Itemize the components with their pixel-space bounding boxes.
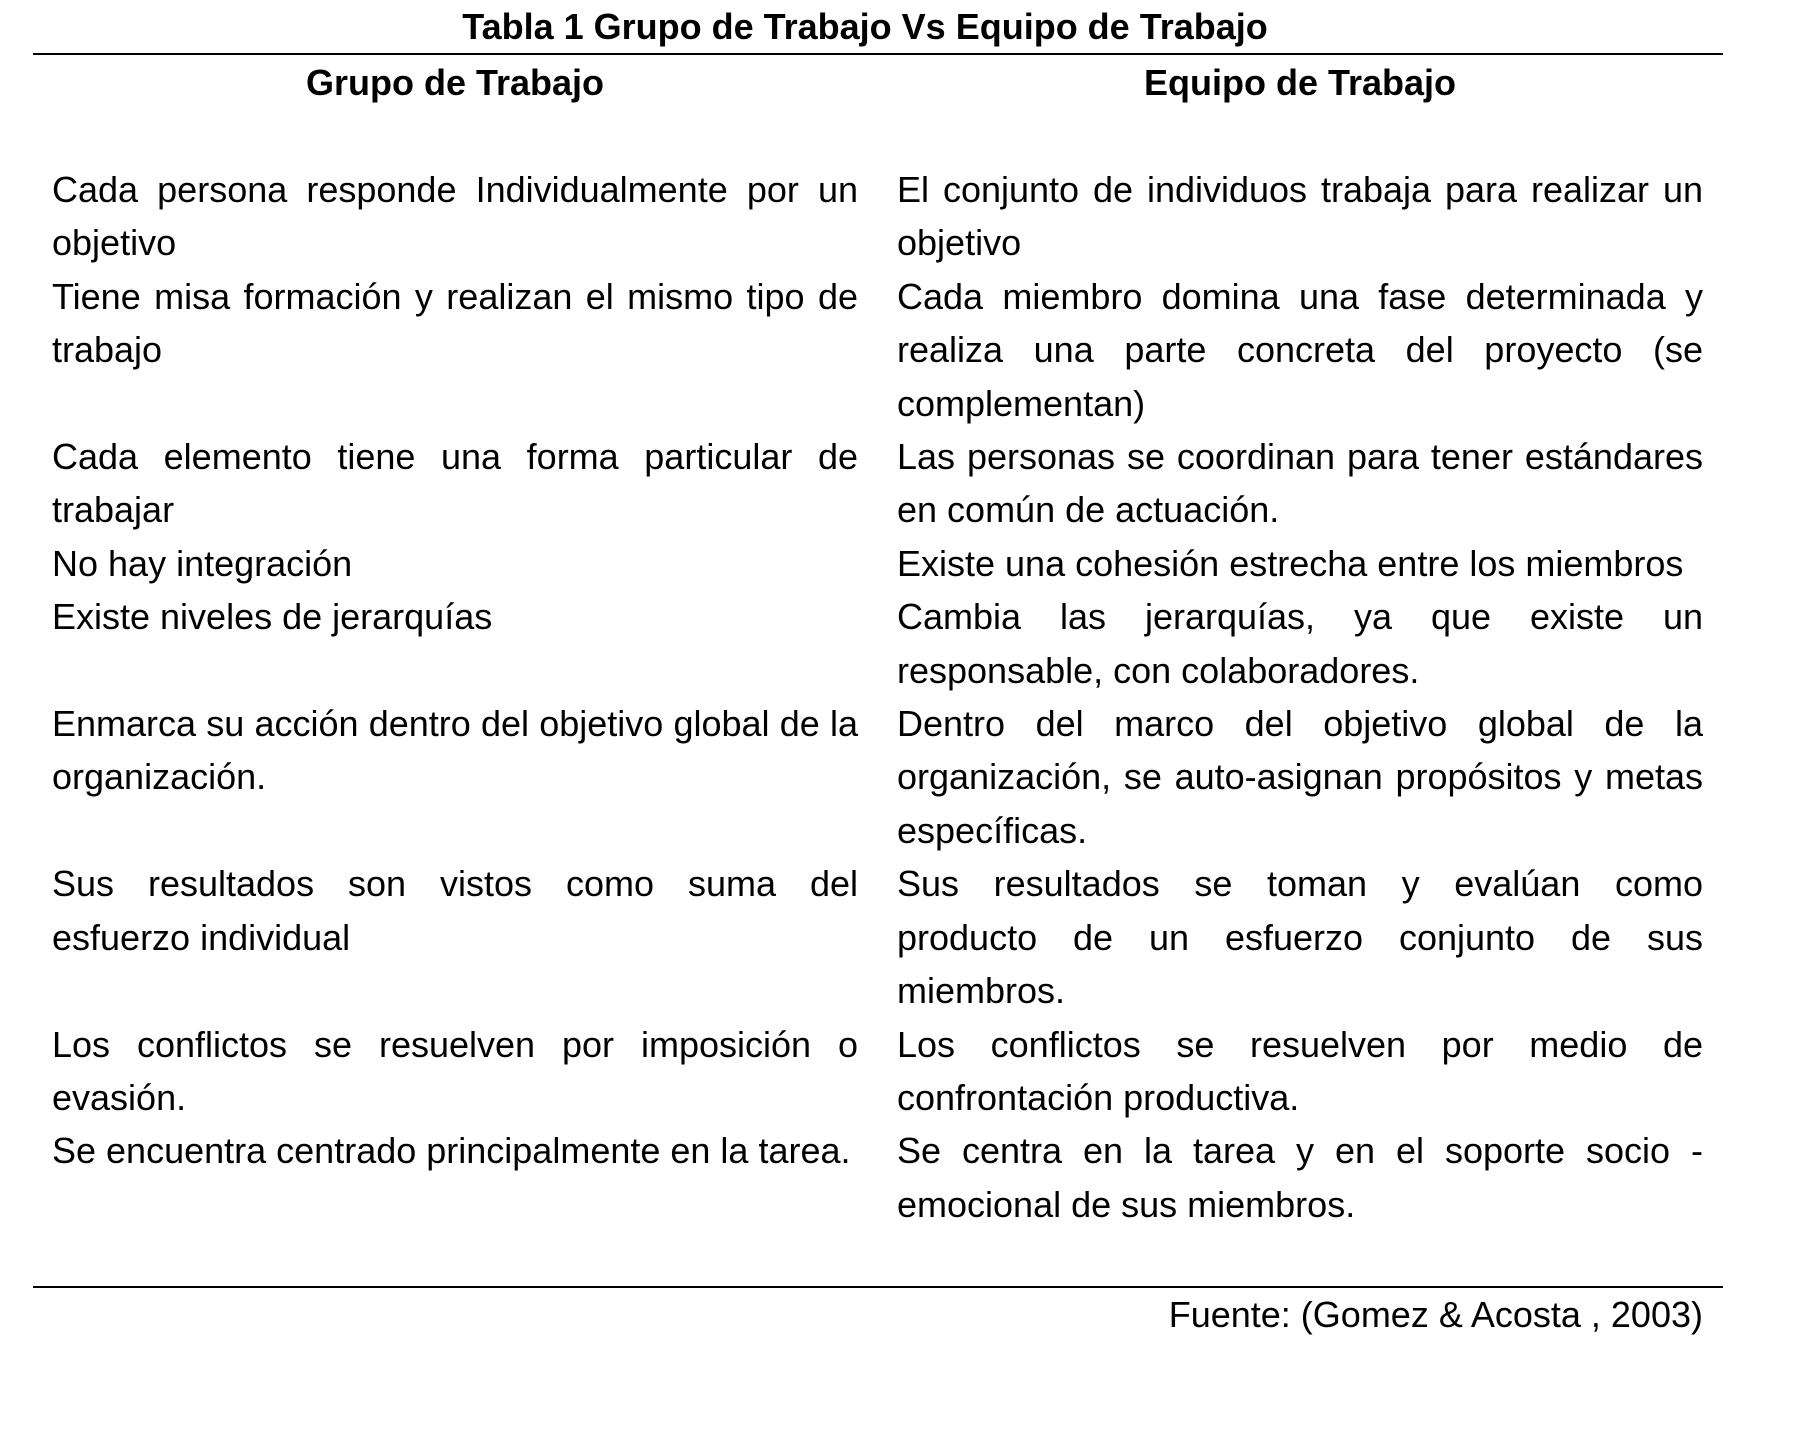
table-row	[52, 163, 1703, 270]
grupo-cell: Existe niveles de jerarquías	[52, 596, 493, 638]
equipo-cell: Las personas se coordinan para tener estándares en común de actuación.	[897, 436, 1703, 531]
grupo-cell: Cada elemento tiene una forma particular de trabajar	[52, 436, 858, 531]
grupo-cell: Sus resultados son vistos como suma del esfuerzo individual	[52, 863, 858, 958]
table-row	[52, 590, 1703, 697]
table-row	[52, 430, 1703, 537]
grupo-cell: Los conflictos se resuelven por imposición o evasión.	[52, 1023, 858, 1118]
equipo-cell: Los conflictos se resuelven por medio de confrontación productiva.	[897, 1023, 1703, 1118]
equipo-cell: Cambia las jerarquías, ya que existe un responsable, con colaboradores.	[897, 596, 1703, 691]
grupo-cell: Cada persona responde Individualmente por un objetivo	[52, 169, 858, 264]
table-row	[52, 697, 1703, 857]
header-equipo-de-trabajo: Equipo de Trabajo	[1143, 62, 1457, 103]
table-row	[52, 857, 1703, 1017]
table-row	[52, 1124, 1703, 1231]
grupo-cell: Enmarca su acción dentro del objetivo global de la organización.	[52, 703, 858, 798]
bottom-rule	[33, 1286, 1723, 1288]
table-row	[52, 1018, 1703, 1125]
table-row	[52, 270, 1703, 430]
equipo-cell: Dentro del marco del objetivo global de la organización, se auto-asignan propósitos y metas específicas.	[897, 703, 1703, 851]
equipo-cell: Sus resultados se toman y evalúan como producto de un esfuerzo conjunto de sus miembros.	[897, 863, 1703, 1012]
source-citation: Fuente: (Gomez & Acosta , 2003)	[1168, 1294, 1703, 1335]
grupo-cell: Se encuentra centrado principalmente en la tarea.	[52, 1130, 851, 1172]
equipo-cell: Cada miembro domina una fase determinada y realiza una parte concreta del proyecto (se complementan)	[897, 275, 1703, 424]
grupo-cell: Tiene misa formación y realizan el mismo tipo de trabajo	[52, 275, 858, 371]
top-rule	[33, 53, 1723, 55]
comparison-table-body	[52, 163, 1703, 1231]
equipo-cell: El conjunto de individuos trabaja para realizar un objetivo	[897, 169, 1703, 264]
equipo-cell: Se centra en la tarea y en el soporte socio - emocional de sus miembros.	[897, 1130, 1703, 1225]
header-grupo-de-trabajo: Grupo de Trabajo	[305, 62, 605, 103]
table-title: Tabla 1 Grupo de Trabajo Vs Equipo de Trabajo	[462, 6, 1268, 47]
equipo-cell: Existe una cohesión estrecha entre los miembros	[897, 542, 1684, 584]
table-row	[52, 537, 1703, 590]
grupo-cell: No hay integración	[52, 542, 353, 584]
